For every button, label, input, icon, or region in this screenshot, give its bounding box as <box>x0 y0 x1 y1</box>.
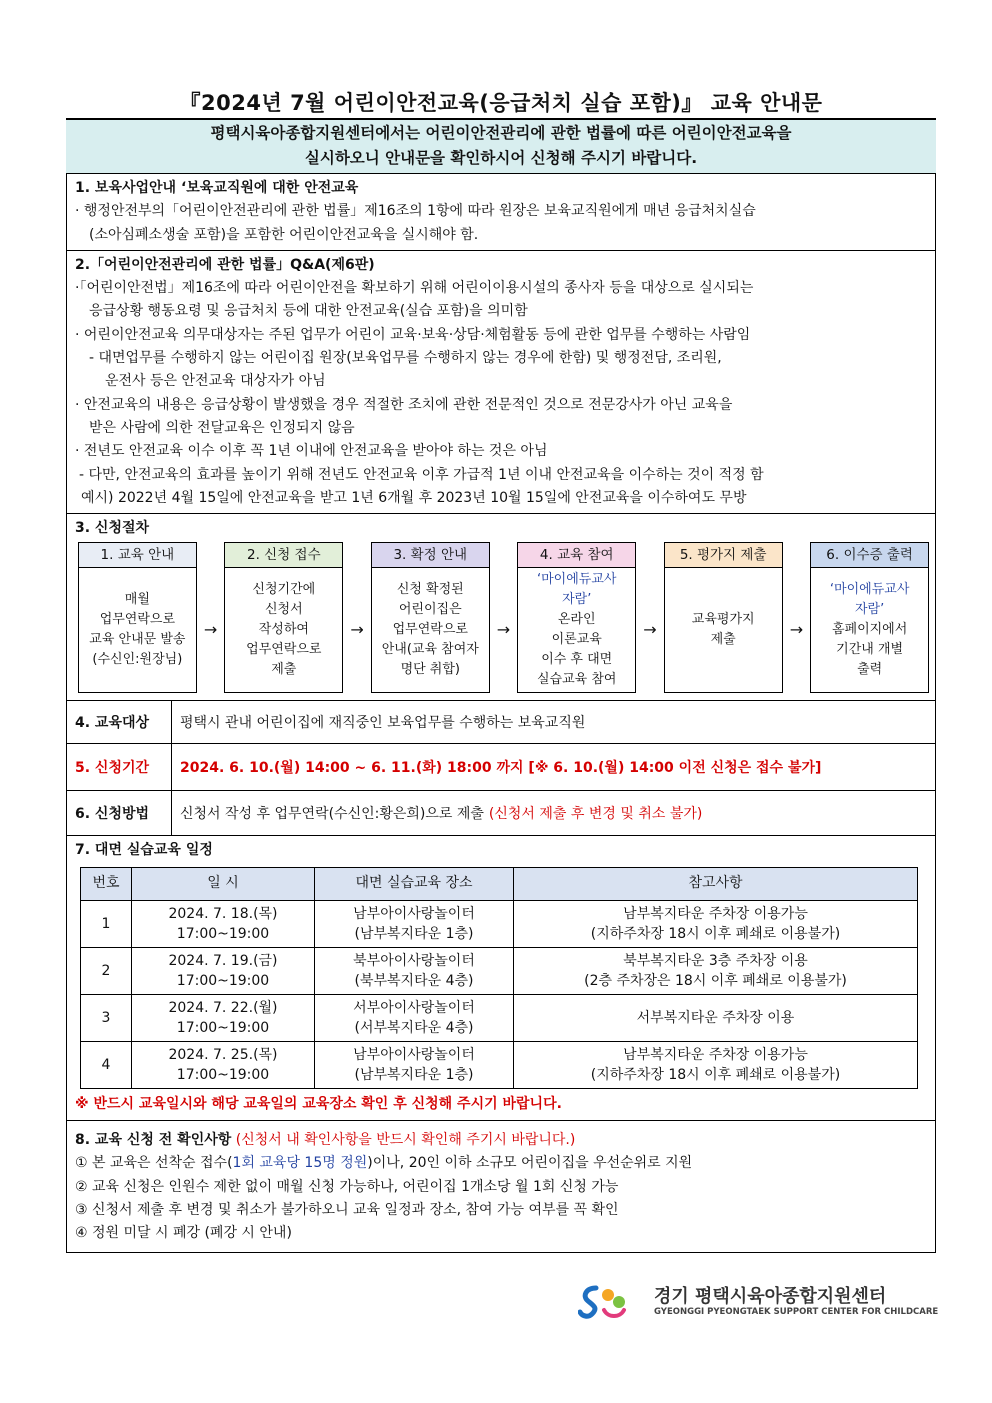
cell-text: 북부아이사랑놀이터 <box>353 952 475 969</box>
flow-step-body <box>518 568 635 692</box>
section-6 <box>67 790 935 835</box>
section-2-line: · 전년도 안전교육 이수 이후 꼭 1년 이내에 안전교육을 받아야 하는 것은 아님 <box>75 443 548 460</box>
section-6-warning: (신청서 제출 후 변경 및 취소 불가) <box>488 806 703 823</box>
cell-text: 2024. 7. 18.(목) <box>168 905 278 922</box>
section-1-line: (소아심폐소생술 포함)을 포함한 어린이안전교육을 실시해야 함. <box>89 226 479 243</box>
flow-step <box>78 542 197 693</box>
cell-text: (2층 주차장은 18시 이후 폐쇄로 이용불가) <box>584 972 847 989</box>
table-cell <box>132 994 315 1041</box>
document-title: 『2024년 7월 어린이안전교육(응급처치 실습 포함)』 교육 안내문 <box>66 88 936 120</box>
flow-arrow-icon: → <box>789 620 804 640</box>
cell-text: 17:00~19:00 <box>176 972 270 989</box>
section-2-line: · 어린이안전교육 의무대상자는 주된 업무가 어린이 교육·보육·상담·체험활동 등에 관한 업무를 수행하는 사람임 <box>75 326 751 343</box>
cell-text: (지하주차장 18시 이후 폐쇄로 이용불가) <box>590 925 841 942</box>
table-cell <box>315 947 514 994</box>
section-5-heading: 5. 신청기간 <box>67 744 172 790</box>
column-header: 대면 실습교육 장소 <box>315 867 514 900</box>
section-2 <box>67 250 935 513</box>
section-2-line: 운전사 등은 안전교육 대상자가 아님 <box>105 373 326 390</box>
cell-text: 17:00~19:00 <box>176 925 270 942</box>
checklist-item: ④ 정원 미달 시 폐강 (폐강 시 안내) <box>75 1225 292 1242</box>
section-8-heading: 8. 교육 신청 전 확인사항 <box>75 1132 232 1149</box>
cell-text: 2 <box>101 962 111 979</box>
cell-text: 1 <box>101 915 111 932</box>
flow-step <box>517 542 636 693</box>
section-2-line: ·「어린이안전법」제16조에 따라 어린이안전을 확보하기 위해 어린이이용시설의 종사자 등을 대상으로 실시되는 <box>75 280 754 297</box>
flow-step-text: 교육평가지 제출 <box>691 612 755 648</box>
section-6-value <box>172 791 935 835</box>
flow-step-label: 6. 이수증 출력 <box>811 543 928 568</box>
checklist-item: ① 본 교육은 선착순 접수(1회 교육당 15명 정원)이나, 20인 이하 소규모 어린이집을 우선순위로 지원 <box>75 1155 693 1172</box>
center-logo-icon <box>578 1282 630 1324</box>
cell-text: 서부복지타운 주차장 이용 <box>636 1009 795 1026</box>
flow-step-text: 매월 업무연락으로 교육 안내문 발송 (수신인:원장님) <box>89 592 186 668</box>
flow-step-label: 1. 교육 안내 <box>79 543 196 568</box>
schedule-table <box>80 867 918 1089</box>
section-3 <box>67 513 935 700</box>
section-2-line: 응급상황 행동요령 및 응급처치 등에 대한 안전교육(실습 포함)을 의미함 <box>89 303 528 320</box>
cell-text: 2024. 7. 19.(금) <box>168 952 278 969</box>
section-5 <box>67 743 935 790</box>
table-cell <box>132 900 315 947</box>
flow-step-label: 2. 신청 접수 <box>225 543 342 568</box>
footer-org-name: 경기 평택시육아종합지원센터 <box>654 1286 887 1307</box>
section-2-line: - 대면업무를 수행하지 않는 어린이집 원장(보육업무를 수행하지 않는 경우에 한함) 및 행정전담, 조리원, <box>89 350 722 367</box>
section-8 <box>67 1120 935 1251</box>
flow-step-label: 4. 교육 참여 <box>518 543 635 568</box>
flow-step-text: 신청 확정된 어린이집은 업무연락으로 안내(교육 참여자 명단 취합) <box>381 582 479 678</box>
table-row <box>81 900 918 947</box>
flow-step-text: 온라인 이론교육 이수 후 대면 실습교육 참여 <box>536 612 617 688</box>
flow-step-body <box>225 568 342 692</box>
section-4-heading: 4. 교육대상 <box>67 701 172 743</box>
cell-text: 남부복지타운 주차장 이용가능 <box>623 905 808 922</box>
cell-text: 3 <box>101 1009 111 1026</box>
section-1-line: · 행정안전부의「어린이안전관리에 관한 법률」제16조의 1항에 따라 원장은 보육교직원에게 매년 응급처치실습 <box>75 203 756 220</box>
cell-text: 남부아이사랑놀이터 <box>353 905 475 922</box>
column-header: 일 시 <box>132 867 315 900</box>
table-cell <box>315 1041 514 1088</box>
table-cell <box>81 900 132 947</box>
table-row <box>81 1041 918 1088</box>
flow-step-body <box>79 568 196 692</box>
cell-text: 남부아이사랑놀이터 <box>353 1046 475 1063</box>
table-cell <box>81 994 132 1041</box>
checklist-item: ③ 신청서 제출 후 변경 및 취소가 불가하오니 교육 일정과 장소, 참여 가능 여부를 꼭 확인 <box>75 1201 619 1218</box>
flow-step <box>371 542 490 693</box>
section-2-line: 예시) 2022년 4월 15일에 안전교육을 받고 1년 6개월 후 2023년 10월 15일에 안전교육을 이수하여도 무방 <box>81 489 747 506</box>
table-row <box>81 994 918 1041</box>
section-7-heading: 7. 대면 실습교육 일정 <box>75 842 213 859</box>
intro-banner <box>66 120 936 174</box>
table-cell <box>81 947 132 994</box>
section-3-heading: 3. 신청절차 <box>75 520 150 537</box>
table-cell <box>132 947 315 994</box>
flow-step-label: 3. 확정 안내 <box>372 543 489 568</box>
cell-text: (남부복지타운 1층) <box>354 925 474 942</box>
flow-step-label: 5. 평가지 제출 <box>665 543 782 568</box>
flow-arrow-icon: → <box>496 620 511 640</box>
flow-arrow-icon: → <box>643 620 657 640</box>
cell-text: 17:00~19:00 <box>176 1019 270 1036</box>
document <box>66 88 936 1253</box>
section-1 <box>67 174 935 250</box>
flow-step <box>664 542 783 693</box>
section-7 <box>67 835 935 1120</box>
section-1-heading: 1. 보육사업안내 ‘보육교직원에 대한 안전교육 <box>75 180 359 196</box>
banner-line-1: 평택시육아종합지원센터에서는 어린이안전관리에 관한 법률에 따른 어린이안전교육을 <box>210 124 792 142</box>
banner-line-2: 실시하오니 안내문을 확인하시어 신청해 주시기 바랍니다. <box>304 149 698 167</box>
cell-text: 북부복지타운 3층 주차장 이용 <box>623 952 808 969</box>
section-8-subheading: (신청서 내 확인사항을 반드시 확인해 주기시 바랍니다.) <box>231 1132 576 1149</box>
table-cell <box>132 1041 315 1088</box>
cell-text: (서부복지타운 4층) <box>354 1019 474 1036</box>
cell-text: 4 <box>101 1056 111 1073</box>
flow-step-body <box>811 568 928 692</box>
flow-step-body <box>372 568 489 692</box>
table-cell <box>514 1041 918 1088</box>
table-cell <box>315 994 514 1041</box>
checklist-item: ② 교육 신청은 인원수 제한 없이 매월 신청 가능하나, 어린이집 1개소당 월 1회 신청 가능 <box>75 1178 619 1195</box>
flow-arrow-icon: → <box>350 620 364 640</box>
cell-text: 2024. 7. 22.(월) <box>168 999 278 1016</box>
flow-step-platform: ‘마이에듀교사 자람’ <box>536 572 617 608</box>
flow-step-text: 신청기간에 신청서 작성하여 업무연락으로 제출 <box>246 582 322 678</box>
section-2-heading: 2.「어린이안전관리에 관한 법률」Q&A(제6판) <box>75 256 375 273</box>
section-2-line: · 안전교육의 내용은 응급상황이 발생했을 경우 적절한 조치에 관한 전문적인 것으로 전문강사가 아닌 교육을 <box>75 396 733 413</box>
section-6-text: 신청서 작성 후 업무연락(수신인:황은희)으로 제출 <box>180 806 484 823</box>
column-header: 번호 <box>81 867 132 900</box>
schedule-notice: ※ 반드시 교육일시와 해당 교육일의 교육장소 확인 후 신청해 주시기 바랍니다. <box>75 1095 562 1112</box>
section-2-line: 받은 사람에 의한 전달교육은 인정되지 않음 <box>89 419 355 436</box>
table-row <box>81 947 918 994</box>
table-cell <box>514 900 918 947</box>
flow-step-platform: ‘마이에듀교사 자람’ <box>829 582 910 618</box>
table-cell <box>514 947 918 994</box>
cell-text: (지하주차장 18시 이후 폐쇄로 이용불가) <box>590 1066 841 1083</box>
footer-logo <box>578 1282 938 1324</box>
table-cell <box>315 900 514 947</box>
flow-step <box>810 542 929 693</box>
section-2-line: - 다만, 안전교육의 효과를 높이기 위해 전년도 안전교육 이후 가급적 1년 이내 안전교육을 이수하는 것이 적정 함 <box>79 466 764 483</box>
column-header: 참고사항 <box>514 867 918 900</box>
table-cell <box>514 994 918 1041</box>
section-4 <box>67 700 935 743</box>
application-flow <box>78 542 929 693</box>
cell-text: 서부아이사랑놀이터 <box>353 999 475 1016</box>
content-box <box>66 174 936 1253</box>
cell-text: 2024. 7. 25.(목) <box>168 1046 278 1063</box>
flow-step <box>224 542 343 693</box>
flow-step-text: 홈페이지에서 기간내 개별 출력 <box>831 622 908 678</box>
footer-org-english: GYEONGGI PYEONGTAEK SUPPORT CENTER FOR CHILDCARE <box>654 1307 939 1317</box>
section-8-heading-row <box>75 1129 929 1152</box>
section-6-heading: 6. 신청방법 <box>67 791 172 835</box>
flow-step-body <box>665 568 782 692</box>
table-cell <box>81 1041 132 1088</box>
cell-text: 17:00~19:00 <box>176 1066 270 1083</box>
cell-text: (남부복지타운 1층) <box>354 1066 474 1083</box>
flow-arrow-icon: → <box>203 620 218 640</box>
cell-text: 남부복지타운 주차장 이용가능 <box>623 1046 808 1063</box>
cell-text: (북부복지타운 4층) <box>354 972 474 989</box>
section-5-value: 2024. 6. 10.(월) 14:00 ~ 6. 11.(화) 18:00 까지 [※ 6. 10.(월) 14:00 이전 신청은 접수 불가] <box>180 760 822 777</box>
section-4-value: 평택시 관내 어린이집에 재직중인 보육업무를 수행하는 보육교직원 <box>180 715 586 732</box>
